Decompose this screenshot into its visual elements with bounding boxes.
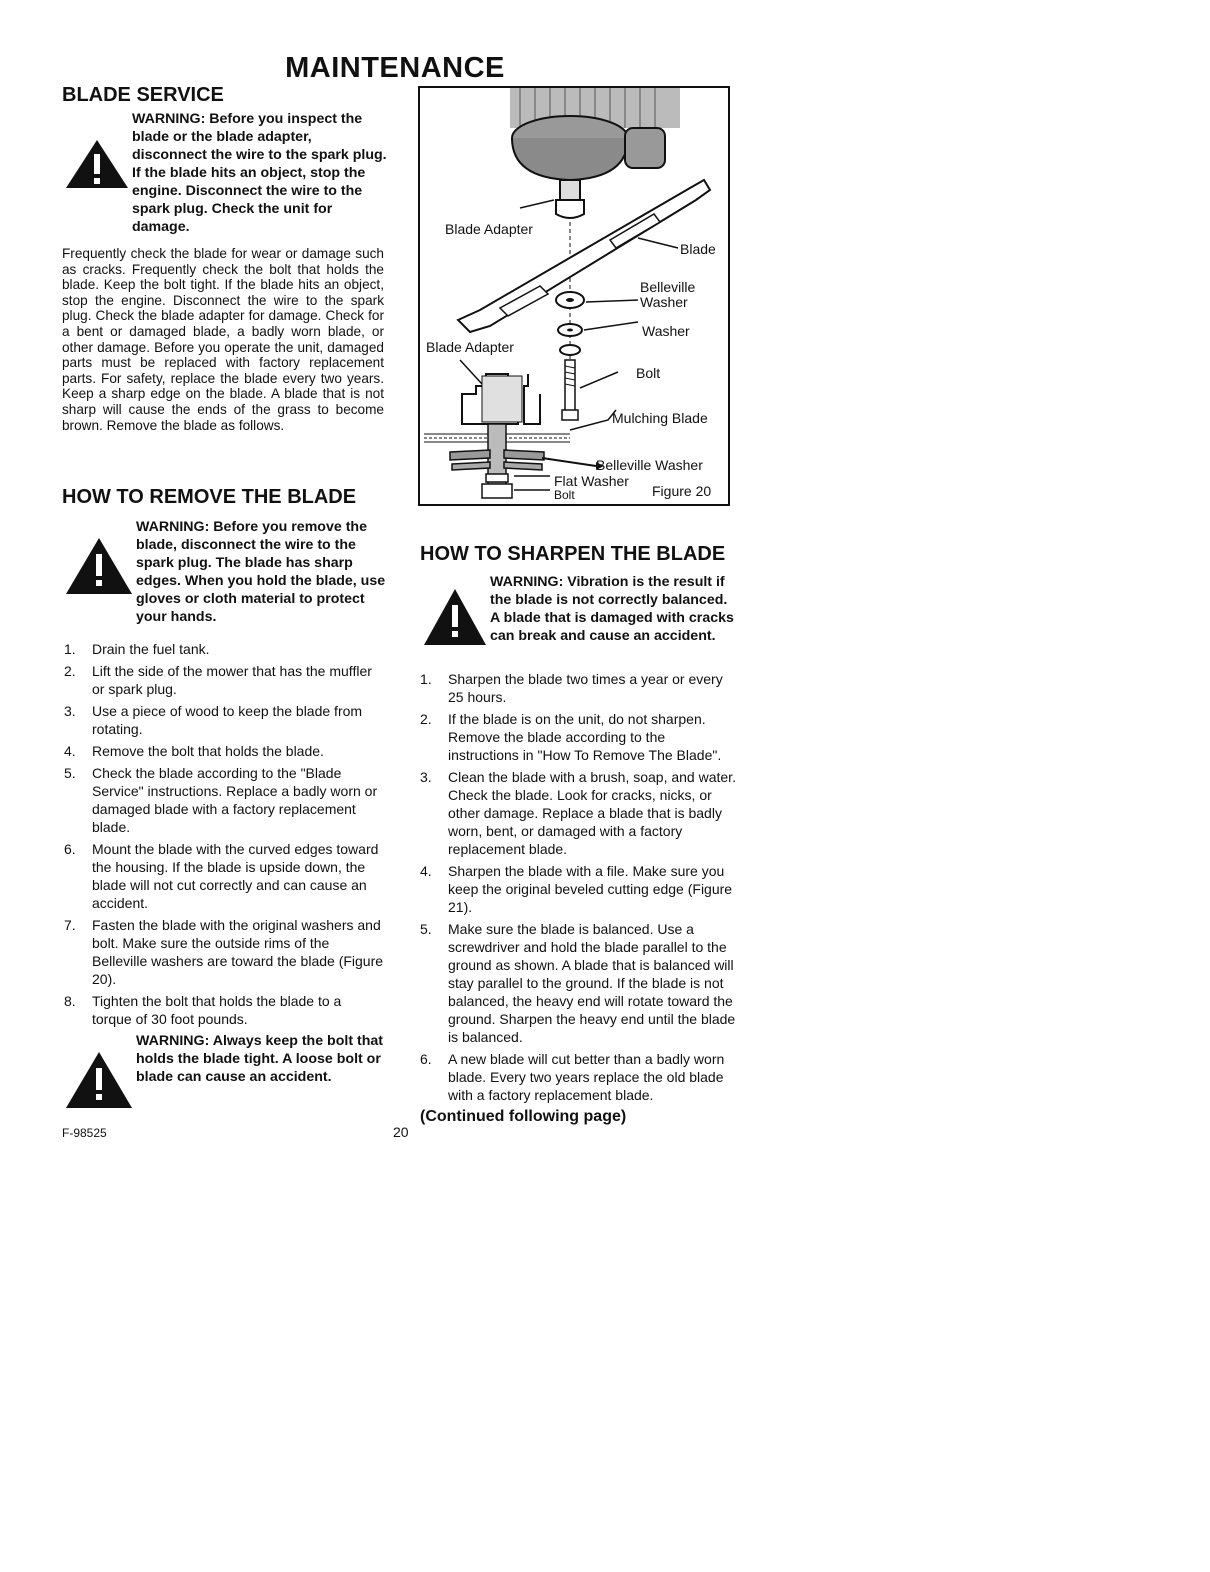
- blade-service-heading: BLADE SERVICE: [62, 84, 224, 106]
- label-blade-adapter-mid: Blade Adapter: [426, 339, 514, 355]
- blade-service-warning: [62, 110, 388, 236]
- list-item: 5. Make sure the blade is balanced. Use a screwdriver and hold the blade parallel to the ground as shown. A blade that is balanced will stay parallel to the ground. If the blade is not balanced, the heavy end will rotate toward the ground. Sharpen the heavy end until the blade is balanced.: [420, 921, 736, 1045]
- continued-note: (Continued following page): [420, 1108, 627, 1125]
- warning-triangle-icon: [62, 1032, 136, 1112]
- label-flat-washer: Flat Washer: [554, 473, 629, 489]
- bolt-warning-text: WARNING: Always keep the bolt that holds the blade tight. A loose bolt or blade can cause an accident.: [136, 1033, 383, 1085]
- remove-blade-warning: [62, 518, 388, 626]
- remove-blade-heading: HOW TO REMOVE THE BLADE: [62, 486, 357, 508]
- figure-caption: Figure 20: [652, 483, 712, 499]
- label-mulching-blade: Mulching Blade: [612, 410, 708, 426]
- label-bolt: Bolt: [636, 365, 661, 381]
- figure-20: [418, 86, 730, 506]
- sharpen-blade-warning-text: WARNING: Vibration is the result if the blade is not correctly balanced. A blade that is damaged with cracks can break and cause an accident.: [490, 574, 734, 644]
- warning-triangle-icon: [62, 518, 136, 598]
- list-item: 2. Lift the side of the mower that has the muffler or spark plug.: [64, 663, 372, 697]
- blade-service-body: Frequently check the blade for wear or damage such as cracks. Frequently check the bolt that holds the blade. Keep the bolt tight. If the blade hits an object, stop the engine. Disconnect the wire to the spark plug. Check the blade adapter for damage. Check for a bent or damaged blade, a badly worn blade, or other damage. Before you operate the unit, damaged parts must be replaced with factory replacement parts. For safety, replace the blade every two years. Keep a sharp edge on the blade. A blade that is not sharp will cause the ends of the grass to become brown. Remove the blade as follows.: [62, 246, 384, 433]
- sharpen-blade-warning: [420, 573, 740, 649]
- remove-blade-warning-text: WARNING: Before you remove the blade, disconnect the wire to the spark plug. The blade has sharp edges. When you hold the blade, use gloves or cloth material to protect your hands.: [136, 519, 386, 625]
- list-item: 1. Sharpen the blade two times a year or every 25 hours.: [420, 671, 723, 705]
- warning-triangle-icon: [420, 573, 490, 649]
- remove-blade-steps: [64, 640, 384, 1032]
- label-washer: Washer: [642, 323, 690, 339]
- bolt-warning: [62, 1032, 388, 1112]
- blade-service-warning-text: WARNING: Before you inspect the blade or the blade adapter, disconnect the wire to the spark plug. If the blade hits an object, stop the engine. Disconnect the wire to the spark plug. Check the unit for damage.: [132, 111, 387, 235]
- list-item: 6. Mount the blade with the curved edges toward the housing. If the blade is upside down, the blade will not cut correctly and can cause an accident.: [64, 841, 379, 911]
- list-item: 2. If the blade is on the unit, do not sharpen. Remove the blade according to the instructions in "How To Remove The Blade".: [420, 711, 722, 763]
- sharpen-blade-steps: [420, 670, 738, 1108]
- page-title: MAINTENANCE: [285, 52, 505, 84]
- list-item: 8. Tighten the bolt that holds the blade to a torque of 30 foot pounds.: [64, 993, 342, 1027]
- list-item: 5. Check the blade according to the "Blade Service" instructions. Replace a badly worn or damaged blade with a factory replacement blade.: [64, 765, 378, 835]
- sharpen-blade-heading: HOW TO SHARPEN THE BLADE: [420, 543, 726, 565]
- list-item: 6. A new blade will cut better than a badly worn blade. Every two years replace the old blade with a factory replacement blade.: [420, 1051, 725, 1103]
- label-blade: Blade: [680, 241, 716, 257]
- footer-code: F-98525: [62, 1126, 107, 1140]
- list-item: 7. Fasten the blade with the original washers and bolt. Make sure the outside rims of the Belleville washers are toward the blade (Figure 20).: [64, 917, 384, 987]
- list-item: 3. Use a piece of wood to keep the blade from rotating.: [64, 703, 363, 737]
- list-item: 4. Remove the bolt that holds the blade.: [64, 743, 324, 759]
- page-number: 20: [393, 1124, 409, 1140]
- label-belleville-washer: Belleville Washer: [640, 279, 696, 310]
- label-belleville-washer-bottom: Belleville Washer: [596, 457, 703, 473]
- label-bolt-bottom: Bolt: [554, 488, 575, 502]
- list-item: 1. Drain the fuel tank.: [64, 641, 210, 657]
- list-item: 3. Clean the blade with a brush, soap, and water. Check the blade. Look for cracks, nicks, or other damage. Replace a blade that is badly worn, bent, or damaged with a factory replacement blade.: [420, 769, 736, 857]
- warning-triangle-icon: [62, 110, 132, 190]
- list-item: 4. Sharpen the blade with a file. Make sure you keep the original beveled cutting edge (Figure 21).: [420, 863, 733, 915]
- label-blade-adapter-top: Blade Adapter: [445, 221, 533, 237]
